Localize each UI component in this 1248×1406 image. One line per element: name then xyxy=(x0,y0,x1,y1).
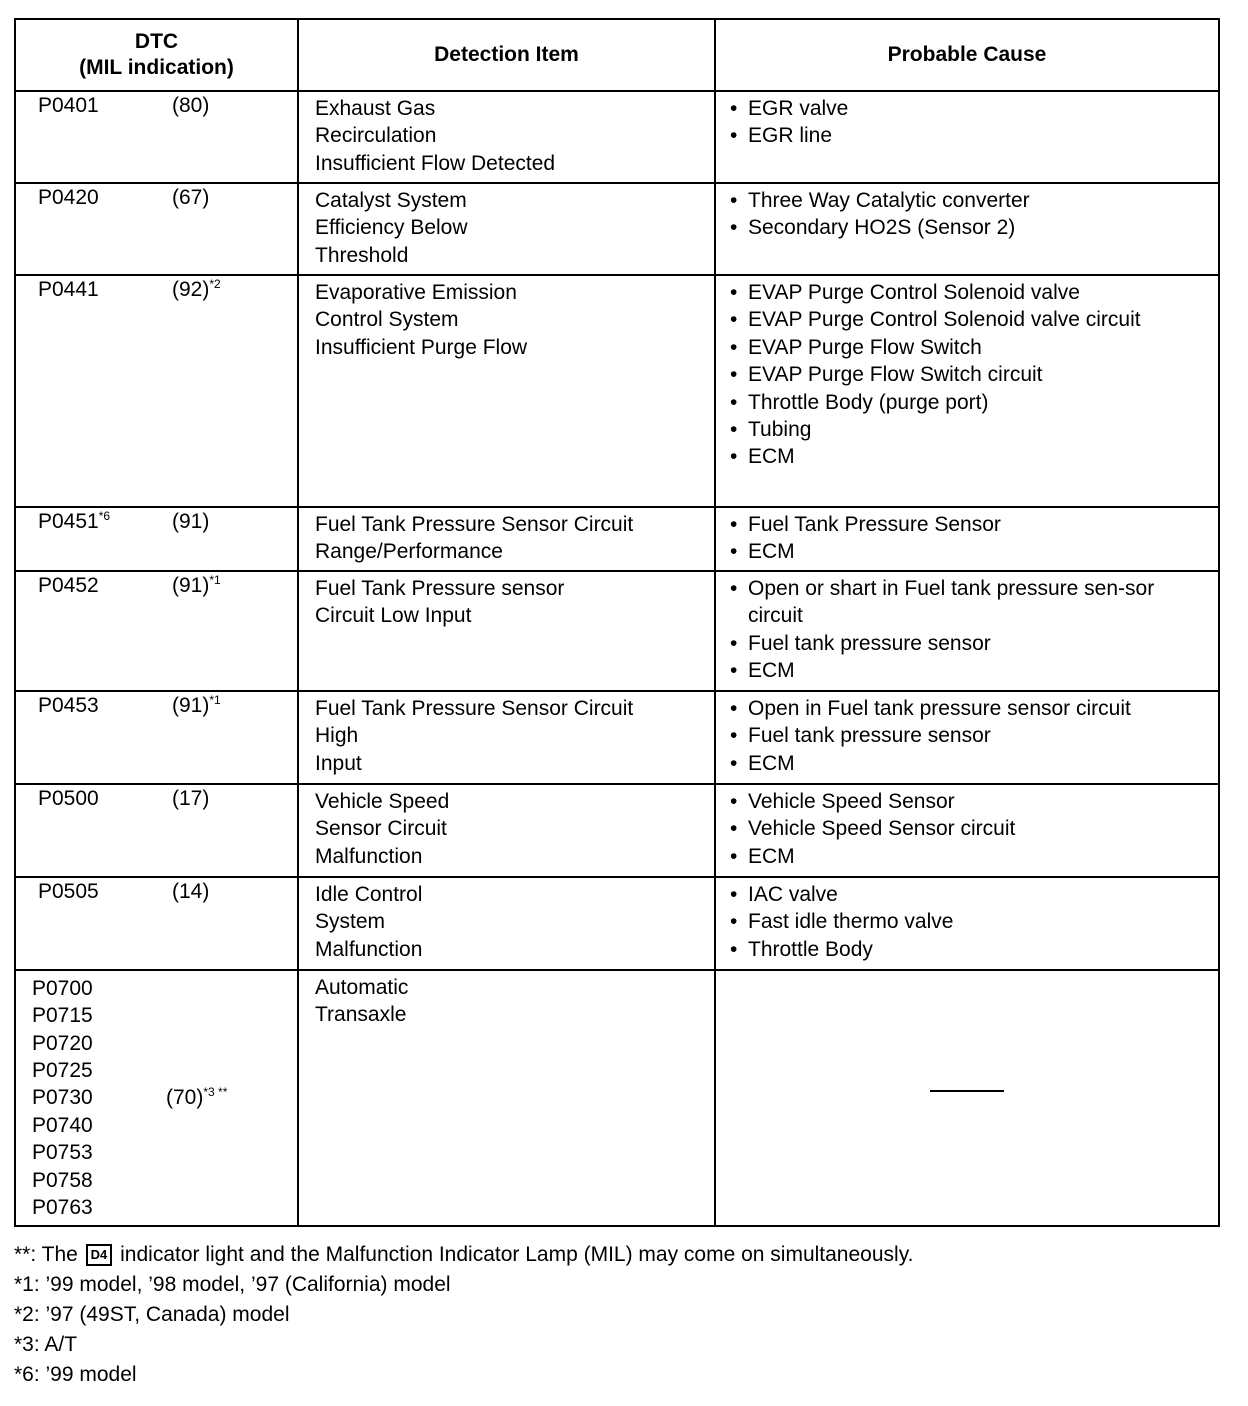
dtc-cell xyxy=(15,691,298,784)
cause-item: • EVAP Purge Flow Switch circuit xyxy=(726,361,1208,388)
detection-item-line: Efficiency Below xyxy=(315,216,468,240)
cause-item: • Vehicle Speed Sensor xyxy=(726,788,1208,815)
detection-item-line: System xyxy=(315,910,386,934)
mil-footnote: *1 xyxy=(209,692,221,707)
dtc-code-list xyxy=(32,975,166,1222)
dtc-code-text: P0453 xyxy=(38,693,99,717)
detection-item-line: Fuel Tank Pressure Sensor Circuit xyxy=(315,696,634,720)
header-probable-cause: Probable Cause xyxy=(715,19,1219,91)
cause-item: • ECM xyxy=(726,538,1208,565)
cause-item: • ECM xyxy=(726,843,1208,870)
cause-item: • IAC valve xyxy=(726,881,1208,908)
dtc-code-text: P0452 xyxy=(38,573,99,597)
dtc-cell xyxy=(15,571,298,691)
detection-item-cell xyxy=(298,877,715,970)
probable-cause-cell xyxy=(715,571,1219,691)
dtc-code xyxy=(38,785,172,812)
dtc-code xyxy=(38,572,172,599)
dtc-line xyxy=(38,508,297,535)
dtc-line xyxy=(38,92,297,119)
footnote-star-star-text: indicator light and the Malfunction Indicator Lamp (MIL) may come on simultaneously. xyxy=(120,1243,914,1266)
dtc-code-text: P0451 xyxy=(38,510,99,533)
cause-item: • EGR valve xyxy=(726,95,1208,122)
mil-value: (17) xyxy=(172,786,210,810)
detection-item-line: Insufficient Purge Flow xyxy=(315,335,528,359)
detection-item-line: Fuel Tank Pressure sensor xyxy=(315,576,565,600)
cause-list xyxy=(726,695,1208,777)
mil-indication xyxy=(172,692,221,719)
dtc-code: P0740 xyxy=(32,1113,93,1137)
detection-item-cell xyxy=(298,571,715,691)
probable-cause-cell xyxy=(715,275,1219,507)
mil-footnote: *3 ** xyxy=(203,1085,228,1100)
dtc-line xyxy=(38,878,297,905)
dtc-cell xyxy=(15,275,298,507)
cause-list xyxy=(726,575,1208,685)
cause-item: • EVAP Purge Control Solenoid valve circuit xyxy=(726,306,1208,333)
cause-item: • Fuel Tank Pressure Sensor xyxy=(726,511,1208,538)
footnote-star-star-prefix: **: The xyxy=(14,1243,78,1266)
dtc-code-text: P0441 xyxy=(38,278,99,301)
dtc-code-text: P0401 xyxy=(38,94,99,117)
dtc-table-sheet xyxy=(14,18,1218,1227)
mil-value: (91) xyxy=(172,693,210,717)
dtc-cell xyxy=(15,507,298,571)
dtc-code xyxy=(38,276,172,303)
dtc-cell xyxy=(15,784,298,877)
dtc-code xyxy=(38,508,172,535)
detection-item-line: Exhaust Gas xyxy=(315,97,436,120)
detection-item-line: Idle Control xyxy=(315,882,423,906)
mil-value: (80) xyxy=(172,94,210,117)
mil-indication xyxy=(172,92,209,119)
detection-item-cell xyxy=(298,275,715,507)
probable-cause-cell xyxy=(715,784,1219,877)
table-row xyxy=(15,507,1219,571)
dtc-code xyxy=(38,92,172,119)
dtc-code xyxy=(38,692,172,719)
mil-value: (91) xyxy=(172,573,210,597)
detection-item-line: Recirculation xyxy=(315,124,437,148)
dtc-cell xyxy=(15,91,298,183)
probable-cause-cell xyxy=(715,507,1219,571)
mil-value: (70) xyxy=(166,1086,204,1110)
detection-item-line: Input xyxy=(315,751,362,775)
dtc-table xyxy=(14,18,1220,1227)
detection-item-cell xyxy=(298,691,715,784)
dtc-code: P0700 xyxy=(32,976,93,1000)
cause-item: • Fuel tank pressure sensor xyxy=(726,630,1208,657)
cause-item: • EGR line xyxy=(726,122,1208,149)
cause-item: • Fast idle thermo valve xyxy=(726,908,1208,935)
header-dtc-line2: (MIL indication) xyxy=(79,56,234,79)
detection-item-line: Threshold xyxy=(315,243,409,267)
table-row xyxy=(15,970,1219,1226)
cause-item: • Throttle Body xyxy=(726,936,1208,963)
detection-item-line: Automatic xyxy=(315,975,409,999)
cause-list xyxy=(726,279,1208,471)
table-row xyxy=(15,91,1219,183)
cause-item: • Three Way Catalytic converter xyxy=(726,187,1208,214)
dtc-line xyxy=(32,975,297,1222)
detection-item-line: Sensor Circuit xyxy=(315,817,447,841)
dtc-code: P0725 xyxy=(32,1058,93,1082)
table-row xyxy=(15,691,1219,784)
mil-indication xyxy=(172,878,209,905)
detection-item-line: High xyxy=(315,724,359,748)
dtc-code-text: P0420 xyxy=(38,186,99,209)
table-row xyxy=(15,877,1219,970)
dtc-code-footnote: *6 xyxy=(98,509,111,523)
dtc-line xyxy=(38,572,297,599)
detection-item-line: Catalyst System xyxy=(315,189,467,212)
cause-item: • Open or shart in Fuel tank pressure sen-sor circuit xyxy=(726,575,1208,630)
mil-value: (14) xyxy=(172,879,210,903)
detection-item-cell xyxy=(298,970,715,1226)
mil-indication xyxy=(166,1084,227,1111)
cause-item: • EVAP Purge Flow Switch xyxy=(726,334,1208,361)
cause-item: • Vehicle Speed Sensor circuit xyxy=(726,815,1208,842)
footnotes xyxy=(14,1240,913,1390)
dtc-line xyxy=(38,184,297,211)
detection-item-cell xyxy=(298,183,715,275)
detection-item-line: Fuel Tank Pressure Sensor Circuit xyxy=(315,513,634,536)
footnote-1: *1: ’99 model, ’98 model, ’97 (California) model xyxy=(14,1273,451,1296)
mil-indication xyxy=(172,276,221,303)
cause-item: • ECM xyxy=(726,443,1208,470)
dtc-cell xyxy=(15,877,298,970)
cause-list xyxy=(726,187,1208,242)
detection-item-line: Circuit Low Input xyxy=(315,604,472,628)
mil-indication xyxy=(172,572,221,599)
table-header-row xyxy=(15,19,1219,91)
dtc-code: P0715 xyxy=(32,1004,93,1028)
cause-item: • ECM xyxy=(726,750,1208,777)
detection-item-line: Malfunction xyxy=(315,937,423,961)
mil-indication xyxy=(172,508,209,535)
dtc-line xyxy=(38,692,297,719)
probable-cause-cell xyxy=(715,877,1219,970)
cause-item: • Secondary HO2S (Sensor 2) xyxy=(726,214,1208,241)
header-dtc-line1: DTC xyxy=(134,30,179,53)
detection-item-cell xyxy=(298,507,715,571)
detection-item-line: Range/Performance xyxy=(315,540,503,564)
mil-indication xyxy=(172,785,209,812)
dtc-cell xyxy=(15,183,298,275)
detection-item-line: Vehicle Speed xyxy=(315,789,450,813)
mil-footnote: *2 xyxy=(209,277,221,291)
dtc-code xyxy=(38,184,172,211)
detection-item-line: Insufficient Flow Detected xyxy=(315,151,556,175)
header-dtc xyxy=(15,19,298,91)
dtc-line xyxy=(38,785,297,812)
cause-list xyxy=(726,788,1208,870)
probable-cause-cell xyxy=(715,691,1219,784)
footnote-3: *3: A/T xyxy=(14,1333,78,1356)
dtc-cell xyxy=(15,970,298,1226)
mil-indication xyxy=(172,184,209,211)
detection-item-line: Transaxle xyxy=(315,1003,407,1027)
table-row xyxy=(15,784,1219,877)
cause-list xyxy=(726,511,1208,566)
footnote-2: *2: ’97 (49ST, Canada) model xyxy=(14,1303,290,1326)
dtc-code-text: P0505 xyxy=(38,879,99,903)
dtc-code: P0758 xyxy=(32,1168,93,1192)
detection-item-line: Evaporative Emission xyxy=(315,281,517,304)
table-row xyxy=(15,571,1219,691)
detection-item-line: Malfunction xyxy=(315,844,423,868)
cause-list xyxy=(726,95,1208,150)
dtc-code: P0730 xyxy=(32,1086,93,1110)
cause-item: • ECM xyxy=(726,657,1208,684)
footnote-6: *6: ’99 model xyxy=(14,1363,137,1386)
probable-cause-cell xyxy=(715,183,1219,275)
mil-value: (92) xyxy=(172,278,210,301)
dtc-code: P0753 xyxy=(32,1141,93,1165)
probable-cause-cell xyxy=(715,970,1219,1226)
cause-item: • Fuel tank pressure sensor xyxy=(726,722,1208,749)
detection-item-line: Control System xyxy=(315,308,459,332)
probable-cause-cell xyxy=(715,91,1219,183)
dtc-code xyxy=(38,878,172,905)
mil-value: (67) xyxy=(172,186,210,209)
table-row xyxy=(15,183,1219,275)
cause-item: • Tubing xyxy=(726,416,1208,443)
footnote-star-star xyxy=(14,1240,913,1270)
detection-item-cell xyxy=(298,784,715,877)
header-detection-item: Detection Item xyxy=(298,19,715,91)
mil-footnote: *1 xyxy=(209,572,221,587)
cause-item: • Throttle Body (purge port) xyxy=(726,389,1208,416)
mil-value: (91) xyxy=(172,510,210,533)
d4-indicator-icon: D4 xyxy=(86,1244,113,1266)
cause-item: • Open in Fuel tank pressure sensor circuit xyxy=(726,695,1208,722)
dtc-code: P0720 xyxy=(32,1031,93,1055)
dtc-line xyxy=(38,276,297,303)
dtc-code: P0763 xyxy=(32,1195,93,1219)
detection-item-cell xyxy=(298,91,715,183)
cause-item: • EVAP Purge Control Solenoid valve xyxy=(726,279,1208,306)
dtc-code-text: P0500 xyxy=(38,786,99,810)
cause-list xyxy=(726,881,1208,963)
table-body xyxy=(15,91,1219,1226)
table-row xyxy=(15,275,1219,507)
cause-dash xyxy=(930,1090,1004,1092)
